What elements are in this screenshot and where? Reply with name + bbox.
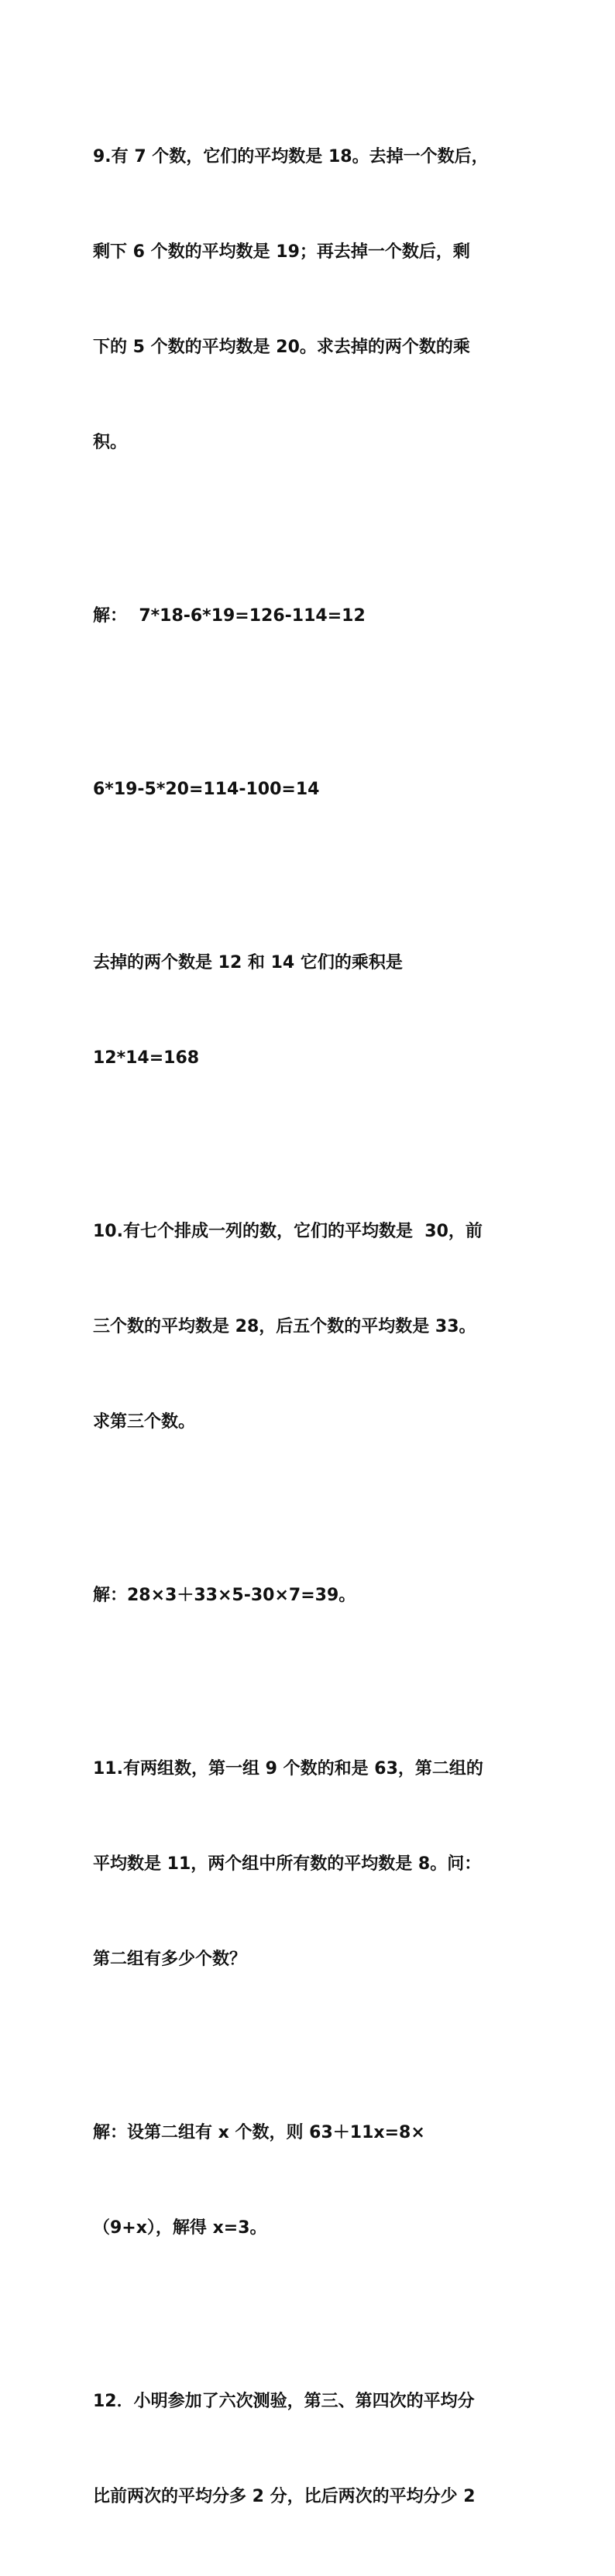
answer-9-step-1 <box>93 537 533 695</box>
document-content <box>93 77 533 2576</box>
question-9-line: 9.有 7 个数，它们的平均数是 18。去掉一个数后， <box>93 147 489 166</box>
question-11-line: 平均数是 11，两个组中所有数的平均数是 8。问： <box>93 1854 482 1874</box>
question-12-line: 12．小明参加了六次测验，第三、第四次的平均分 <box>93 2392 475 2411</box>
question-10-line: 10.有七个排成一列的数，它们的平均数是 30，前 <box>93 1222 483 1241</box>
question-9-line: 下的 5 个数的平均数是 20。求去掉的两个数的乘 <box>93 338 470 357</box>
answer-9-conclusion <box>93 883 533 1137</box>
answer-9-line: 12*14=168 <box>93 1048 200 1068</box>
question-11 <box>93 1689 533 2039</box>
question-9 <box>93 77 533 522</box>
question-10-line: 求第三个数。 <box>93 1412 196 1432</box>
answer-10-line: 解：28×3＋33×5-30×7=39。 <box>93 1586 356 1605</box>
answer-9-line: 6*19-5*20=114-100=14 <box>93 780 320 799</box>
answer-11-line: （9+x），解得 x=3。 <box>93 2218 267 2238</box>
answer-9-line: 解： 7*18-6*19=126-114=12 <box>93 606 366 626</box>
answer-9-step-2 <box>93 710 533 869</box>
question-11-line: 11.有两组数，第一组 9 个数的和是 63，第二组的 <box>93 1759 483 1779</box>
answer-11 <box>93 2053 533 2307</box>
question-12-line: 比前两次的平均分多 2 分，比后两次的平均分少 2 <box>93 2487 476 2506</box>
question-12 <box>93 2322 533 2576</box>
question-9-line: 剩下 6 个数的平均数是 19；再去掉一个数后，剩 <box>93 242 470 262</box>
answer-9-line: 去掉的两个数是 12 和 14 它们的乘积是 <box>93 953 403 972</box>
question-10 <box>93 1152 533 1501</box>
question-11-line: 第二组有多少个数？ <box>93 1950 247 1969</box>
question-9-line: 积。 <box>93 433 128 452</box>
question-10-line: 三个数的平均数是 28，后五个数的平均数是 33。 <box>93 1317 476 1336</box>
answer-10 <box>93 1516 533 1675</box>
answer-11-line: 解：设第二组有 x 个数，则 63＋11x=8× <box>93 2123 425 2142</box>
